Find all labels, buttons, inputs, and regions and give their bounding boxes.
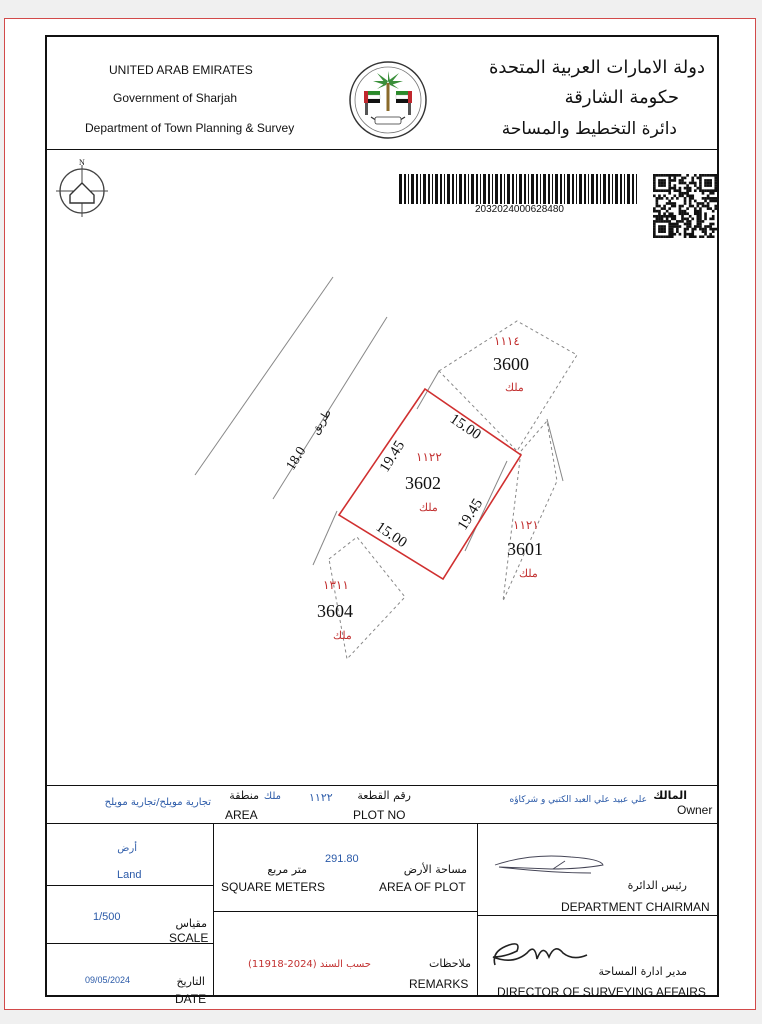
header-government-en: Government of Sharjah xyxy=(113,91,238,105)
header-country-en: UNITED ARAB EMIRATES xyxy=(109,63,253,77)
director-signature-icon xyxy=(487,935,597,971)
header-government-ar: حكومة الشارقة xyxy=(564,87,679,108)
header-department-ar: دائرة التخطيط والمساحة xyxy=(501,119,677,139)
barcode-number: 20320240006284​80 xyxy=(475,204,564,215)
info-bottom-divider xyxy=(47,823,717,824)
plot-3602-type: ملك xyxy=(419,502,438,514)
document-page xyxy=(4,18,756,1010)
sharjah-emblem-icon xyxy=(347,59,429,141)
road-label: طريق xyxy=(309,407,334,437)
owner-value: علي عبيد علي العبد الكتبي و شركاؤه xyxy=(509,795,647,805)
north-label: N xyxy=(79,158,85,167)
remarks-label-ar: ملاحظات xyxy=(429,957,471,970)
chairman-signature-icon xyxy=(491,847,611,877)
grid-col-1 xyxy=(213,823,214,997)
area-of-plot-value: 291.80 xyxy=(325,853,359,865)
area-of-plot-label-ar: مساحة الأرض xyxy=(403,863,467,876)
area-label-en: AREA xyxy=(225,808,258,822)
dimension-bottom: 15.00 xyxy=(372,519,410,552)
plot-3601-type: ملك xyxy=(519,568,538,580)
sqm-label-en: SQUARE METERS xyxy=(221,880,326,894)
sqm-label-ar: متر مربع xyxy=(267,863,307,876)
chairman-label-en: DEPARTMENT CHAIRMAN xyxy=(561,900,710,914)
header-divider xyxy=(47,149,717,150)
plot-label-ar: رقم القطعة xyxy=(357,789,411,802)
plot-3602-arabic-no: ١١٢٢ xyxy=(416,450,442,464)
plot-type-value: ملك xyxy=(263,791,281,802)
plot-no-value: ١١٢٢ xyxy=(309,792,333,804)
scale-value: 1/500 xyxy=(93,911,121,923)
director-label-en: DIRECTOR OF SURVEYING AFFAIRS xyxy=(497,985,706,999)
scale-label-ar: مقياس xyxy=(175,917,207,930)
land-type-en: Land xyxy=(117,869,142,881)
director-label-ar: مدير ادارة المساحة xyxy=(598,965,687,978)
date-value: 09/05/2024 xyxy=(85,975,131,985)
plot-3600-arabic-no: ١١١٤ xyxy=(494,334,520,348)
date-label-ar: التاريخ xyxy=(176,975,205,988)
plot-3604-type: ملك xyxy=(333,630,352,642)
owner-label-ar: المالك xyxy=(653,789,687,802)
plot-3602-number: 3602 xyxy=(405,473,441,493)
info-top-divider xyxy=(47,785,717,786)
plot-3601-number: 3601 xyxy=(507,539,543,559)
plot-3600-type: ملك xyxy=(505,382,524,394)
dimension-top: 15.00 xyxy=(446,411,484,444)
remarks-value: حسب السند (2024-11918) xyxy=(248,959,371,970)
plot-3604-number: 3604 xyxy=(317,601,353,621)
area-value: تجارية مويلح/تجارية مويلح xyxy=(104,797,211,808)
area-of-plot-label-en: AREA OF PLOT xyxy=(379,880,466,894)
area-label-ar: منطقة xyxy=(229,789,259,802)
road-edge-left xyxy=(195,277,333,475)
grid-col-2 xyxy=(477,823,478,997)
grid-left-row-1 xyxy=(47,885,213,886)
remarks-label-en: REMARKS xyxy=(409,977,469,991)
plot-3601-arabic-no: ١١٢١ xyxy=(513,518,539,532)
dimension-left: 19.45 xyxy=(376,438,409,476)
plot-3604-arabic-no: ١٣١١ xyxy=(323,578,349,592)
document-frame xyxy=(45,35,719,1006)
grid-right-row xyxy=(477,915,717,916)
chairman-label-ar: رئيس الدائرة xyxy=(627,879,687,892)
header-country-ar: دولة الامارات العربية المتحدة xyxy=(488,57,705,78)
plot-label-en: PLOT NO xyxy=(353,808,406,822)
scale-label-en: SCALE xyxy=(169,931,209,945)
road-edge-right xyxy=(273,317,387,499)
owner-label-en: Owner xyxy=(677,803,713,817)
plot-map xyxy=(47,151,717,787)
header-department-en: Department of Town Planning & Survey xyxy=(85,121,295,135)
date-label-en: DATE xyxy=(175,992,207,1006)
land-type-ar: أرض xyxy=(117,843,137,854)
road-width: 18.0 xyxy=(283,444,310,474)
grid-mid-row xyxy=(213,911,477,912)
dimension-right: 19.45 xyxy=(454,496,487,534)
plot-3600-number: 3600 xyxy=(493,354,529,374)
